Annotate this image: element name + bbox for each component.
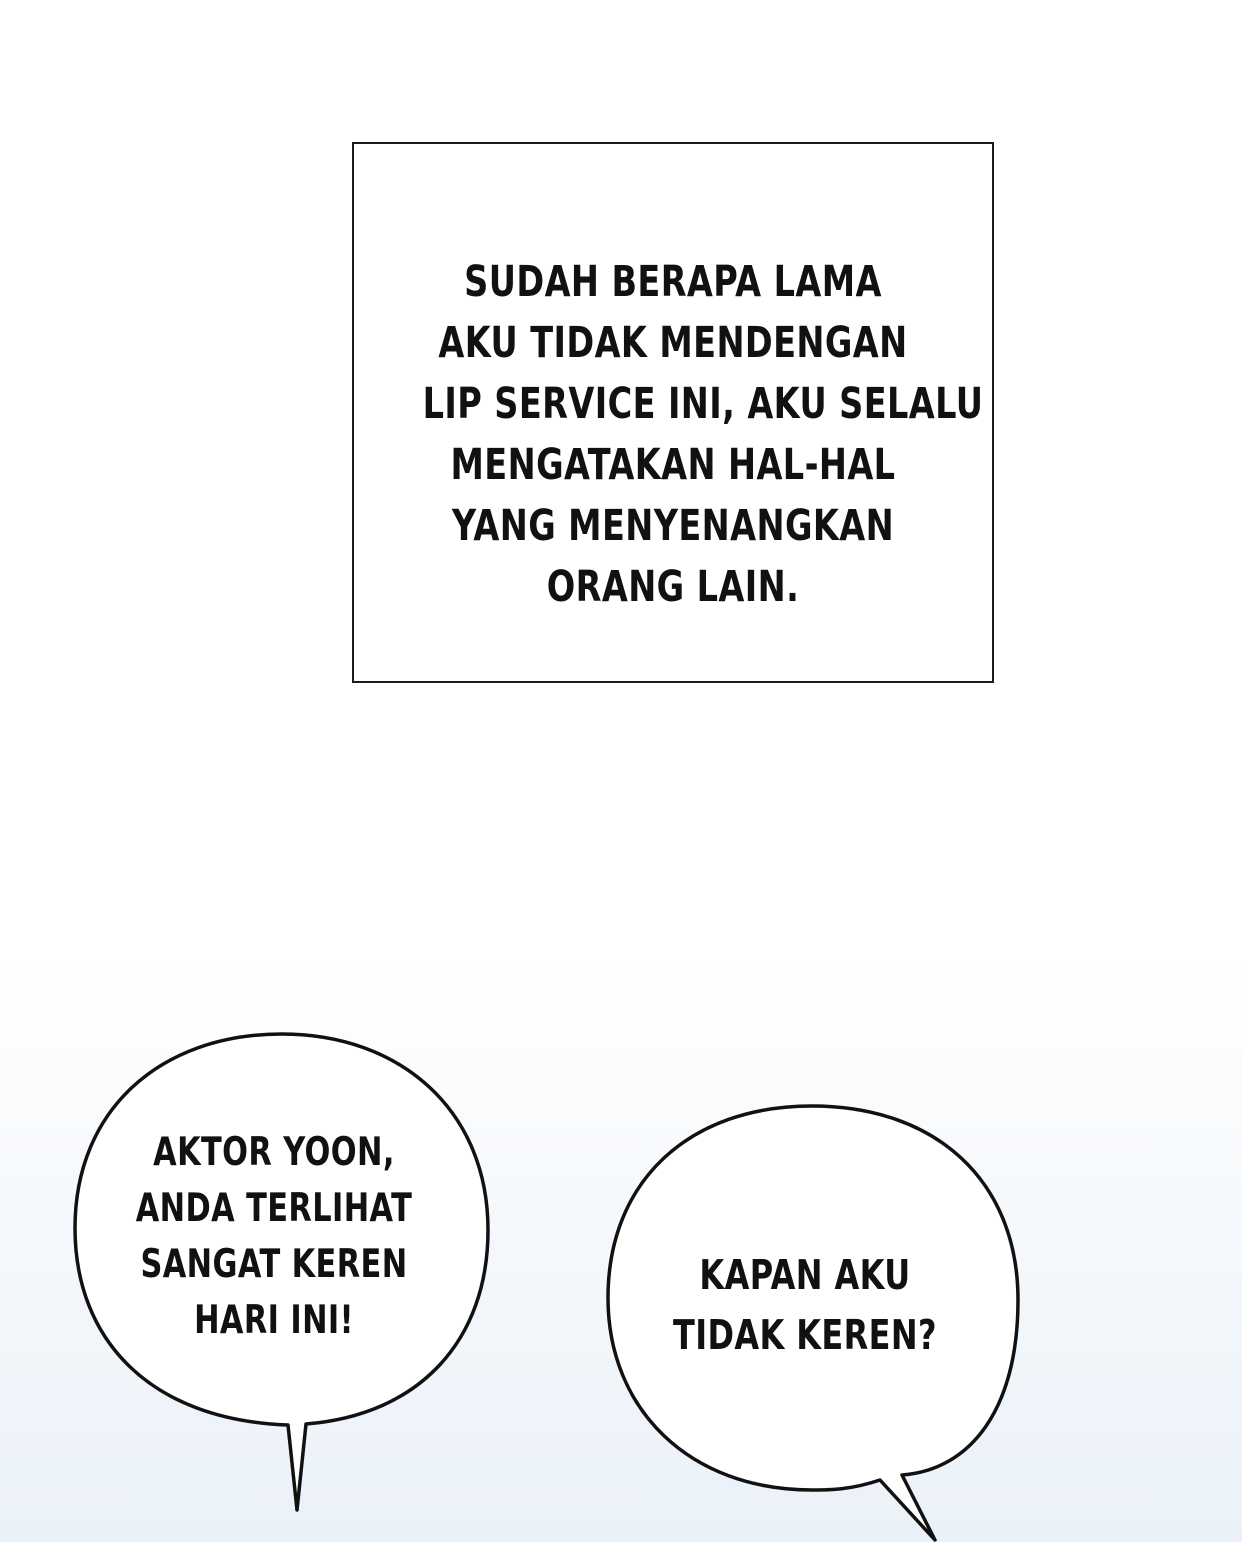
dialogue-line: KAPAN AKU [699,1251,911,1299]
narration-caption-text [422,252,984,618]
dialogue-line: ANDA TERLIHAT [135,1186,413,1231]
caption-line: MENGATAKAN HAL-HAL [450,440,896,490]
speech-bubble-left-text [124,1125,424,1349]
dialogue-line: TIDAK KEREN? [672,1311,938,1359]
speech-bubble-right-text [653,1245,957,1365]
caption-line: LIP SERVICE INI, AKU SELALU [422,379,984,429]
caption-line: YANG MENYENANGKAN [451,501,895,551]
dialogue-line: AKTOR YOON, [153,1130,395,1175]
caption-line: ORANG LAIN. [546,562,800,612]
dialogue-line: HARI INI! [194,1298,354,1343]
dialogue-line: SANGAT KEREN [140,1242,408,1287]
caption-line: AKU TIDAK MENDENGAN [438,318,908,368]
caption-line: SUDAH BERAPA LAMA [464,257,882,307]
